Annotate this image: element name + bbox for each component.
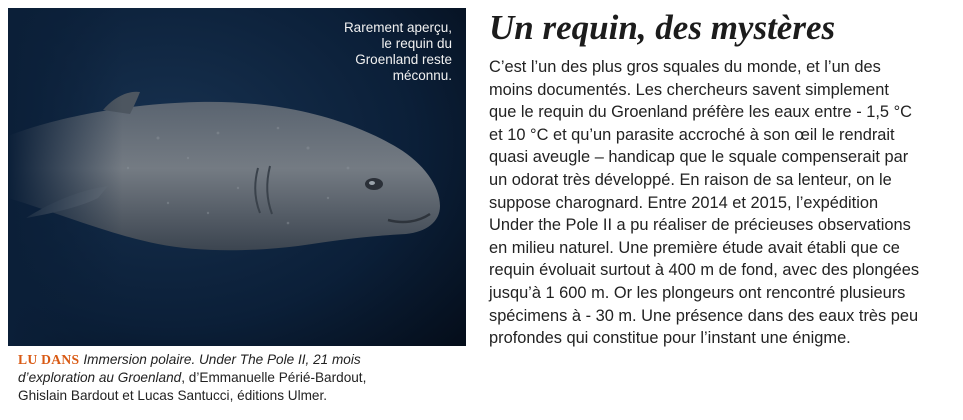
book-title-part: d’exploration au Groenland [18, 370, 182, 385]
photo-caption-line: Groenland reste [355, 52, 452, 67]
body-line: un odorat très développé. En raison de sa lenteur, on le [489, 170, 892, 189]
photo-caption-line: méconnu. [392, 68, 452, 83]
body-line: quasi aveugle – handicap que le squale compenserait par [489, 148, 909, 167]
book-authors-line2: Ghislain Bardout et Lucas Santucci, éditions Ulmer. [18, 388, 328, 403]
photo-caption-line: Rarement aperçu, [343, 20, 452, 35]
body-line: requin évoluait surtout à 400 m de fond, avec des plongées [489, 261, 920, 280]
body-line: C’est l’un des plus gros squales du monde, et l’un des [489, 58, 881, 76]
article-body [489, 56, 959, 350]
body-line: que le requin du Groenland préfère les eaux entre - 1,5 °C [489, 103, 912, 122]
body-line: suppose charognard. Entre 2014 et 2015, l’expédition [489, 193, 879, 212]
body-line: spécimens à - 30 m. Une présence dans des eaux très peu [489, 306, 919, 325]
article-title: Un requin, des mystères [489, 8, 836, 47]
shark-photo [8, 8, 466, 346]
body-line: moins documentés. Les chercheurs savent simplement [489, 80, 889, 99]
photo-caption [312, 20, 452, 84]
lu-dans-label: LU DANS [18, 352, 80, 367]
body-line: en milieu naturel. Une première étude avait établi que ce [489, 238, 900, 257]
body-line: Under the Pole II a pu réaliser de précieuses observations [489, 216, 911, 235]
body-line: et 10 °C et qu’un parasite accroché à son œil le rendrait [489, 125, 895, 144]
book-title-part: Immersion polaire. Under The Pole II, 21 mois [83, 352, 361, 367]
body-line: profondes qui constitue pour l’instant une énigme. [489, 329, 851, 348]
photo-caption-line: le requin du [381, 36, 452, 51]
body-line: jusqu’à 1 600 m. Or les plongeurs ont rencontré plusieurs [489, 283, 906, 302]
book-authors: , d’Emmanuelle Périé-Bardout, [181, 370, 367, 385]
book-credit [18, 351, 458, 405]
